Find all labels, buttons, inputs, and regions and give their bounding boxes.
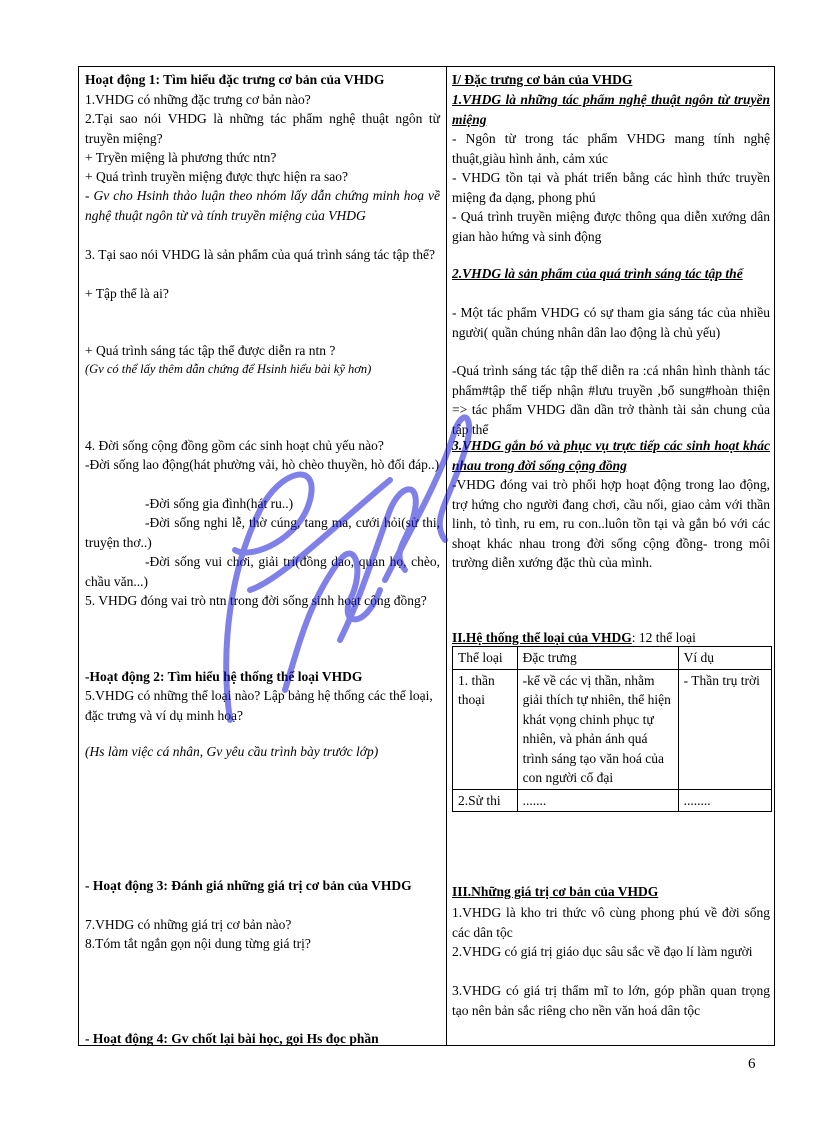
genre-cell-type: 2.Sử thi bbox=[453, 789, 518, 812]
subsection-2-point-2: -Quá trình sáng tác tập thể diễn ra :cá nhân hình thành tác phẩm#tập thể tiếp nhận #lưu truyền ,bổ sung#hoàn thiện => tác phẩm VHDG dần dần trở thành tài sản chung của tập thể bbox=[452, 363, 770, 437]
activity-3-title: - Hoạt động 3: Đánh giá những giá trị cơ bản của VHDG bbox=[85, 878, 412, 893]
table-row bbox=[453, 669, 772, 789]
activity-2-title: -Hoạt động 2: Tìm hiểu hệ thống thể loại VHDG bbox=[85, 669, 363, 684]
column-divider bbox=[446, 66, 447, 1046]
section-3-point-2: 2.VHDG có giá trị giáo dục sâu sắc về đạo lí làm người bbox=[452, 944, 753, 959]
question-6: 5.VHDG có những thể loại nào? Lập bảng hệ thống các thể loại, đặc trưng và ví dụ minh hoạ? bbox=[85, 688, 433, 723]
section-3-point-3: 3.VHDG có giá trị thẩm mĩ to lớn, góp phần quan trọng tạo nên bản sắc riêng cho nền văn hoá dân tộc bbox=[452, 983, 770, 1018]
genre-header-example: Ví dụ bbox=[678, 647, 771, 670]
subsection-1-point-2: - VHDG tồn tại và phát triển bằng các hình thức truyền miệng đa dạng, phong phú bbox=[452, 170, 770, 205]
table-row bbox=[453, 789, 772, 812]
question-4: 4. Đời sống cộng đồng gồm các sinh hoạt chủ yếu nào? bbox=[85, 438, 384, 453]
section-2-heading bbox=[452, 628, 770, 648]
question-1: 1.VHDG có những đặc trưng cơ bản nào? bbox=[85, 92, 311, 107]
question-5: 5. VHDG đóng vai trò ntn trong đời sống sinh hoạt cộng đồng? bbox=[85, 593, 427, 608]
question-6a: (Hs làm việc cá nhân, Gv yêu cầu trình bày trước lớp) bbox=[85, 744, 379, 759]
question-3b: + Quá trình sáng tác tập thể được diễn ra ntn ? bbox=[85, 343, 336, 358]
genre-header-type: Thể loại bbox=[453, 647, 518, 670]
subsection-2-point-1: - Một tác phẩm VHDG có sự tham gia sáng tác của nhiều người( quần chúng nhân dân lao động là chủ yếu) bbox=[452, 305, 770, 340]
activity-4-title: - Hoạt động 4: Gv chốt lại bài học, gọi Hs đọc phần bbox=[85, 1031, 379, 1046]
question-7: 7.VHDG có những giá trị cơ bản nào? bbox=[85, 917, 292, 932]
question-3: 3. Tại sao nói VHDG là sản phẩm của quá trình sáng tác tập thể? bbox=[85, 247, 436, 262]
genre-cell-example: ........ bbox=[678, 789, 771, 812]
question-3c: (Gv có thể lấy thêm dẫn chứng để Hsinh hiểu bài kỹ hơn) bbox=[85, 362, 372, 376]
question-4c: -Đời sống nghi lễ, thờ cúng, tang ma, cưới hỏi(sử thi, truyện thơ..) bbox=[85, 515, 440, 550]
genre-cell-example: - Thần trụ trời bbox=[678, 669, 771, 789]
genre-cell-features: -kể về các vị thần, nhằm giải thích tự nhiên, thể hiện khát vọng chinh phục tự nhiên, và phản ánh quá trình sáng tạo văn hoá của con người cổ đại bbox=[517, 669, 678, 789]
page-number: 6 bbox=[748, 1056, 756, 1072]
genre-cell-features: ....... bbox=[517, 789, 678, 812]
question-4b: -Đời sống gia đình(hát ru..) bbox=[145, 496, 294, 511]
subsection-2-title: 2.VHDG là sản phẩm của quá trình sáng tác tập thể bbox=[452, 266, 743, 281]
subsection-3-title: 3.VHDG gắn bó và phục vụ trực tiếp các sinh hoạt khác nhau trong đời sống cộng đồng bbox=[452, 438, 770, 473]
question-3a: + Tập thể là ai? bbox=[85, 286, 169, 301]
section-3-title: III.Những giá trị cơ bản của VHDG bbox=[452, 884, 659, 899]
activity-1-title: Hoạt động 1: Tìm hiểu đặc trưng cơ bản của VHDG bbox=[85, 72, 385, 87]
subsection-1-title: 1.VHDG là những tác phẩm nghệ thuật ngôn từ truyền miệng bbox=[452, 92, 770, 127]
question-8: 8.Tóm tắt ngắn gọn nội dung từng giá trị? bbox=[85, 936, 311, 951]
genre-cell-type: 1. thần thoại bbox=[453, 669, 518, 789]
subsection-1-point-1: - Ngôn từ trong tác phẩm VHDG mang tính nghệ thuật,giàu hình ảnh, cảm xúc bbox=[452, 131, 770, 166]
question-4d: -Đời sống vui chơi, giải trí(đồng dao, quan họ, chèo, chầu văn...) bbox=[85, 554, 440, 589]
subsection-1-point-3: - Quá trình truyền miệng được thông qua diễn xướng dân gian hào hứng và sinh động bbox=[452, 209, 770, 244]
subsection-3-point-1: -VHDG đóng vai trò phối hợp hoạt động trong lao động, trợ hứng cho người đang chơi, cầu nối, giao cảm với thần linh, tỏ tình, ru em, ru con..luôn tồn tại và gắn bó với các shoạt khác nhau trong đời sống cộng đồng- trong môi trường diễn xướng đặc thù của mình. bbox=[452, 477, 770, 570]
genre-table-header bbox=[453, 647, 772, 670]
question-2c: - Gv cho Hsinh thảo luận theo nhóm lấy dẫn chứng minh hoạ về nghệ thuật ngôn từ và tính truyền miệng của VHDG bbox=[85, 188, 440, 223]
section-1-title: I/ Đặc trưng cơ bản của VHDG bbox=[452, 72, 633, 87]
question-2: 2.Tại sao nói VHDG là những tác phẩm nghệ thuật ngôn từ truyền miệng? bbox=[85, 111, 440, 146]
question-2b: + Quá trình truyền miệng được thực hiện ra sao? bbox=[85, 169, 348, 184]
genre-header-features: Đặc trưng bbox=[517, 647, 678, 670]
question-2a: + Tryền miệng là phương thức ntn? bbox=[85, 150, 277, 165]
section-2-title: II.Hệ thống thể loại của VHDG bbox=[452, 630, 632, 645]
genre-table bbox=[452, 646, 772, 812]
section-3-point-1: 1.VHDG là kho tri thức vô cùng phong phú về đời sống các dân tộc bbox=[452, 905, 770, 940]
section-2-suffix: : 12 thể loại bbox=[631, 630, 696, 645]
question-4a: -Đời sống lao động(hát phường vải, hò chèo thuyền, hò đối đáp..) bbox=[85, 457, 440, 472]
